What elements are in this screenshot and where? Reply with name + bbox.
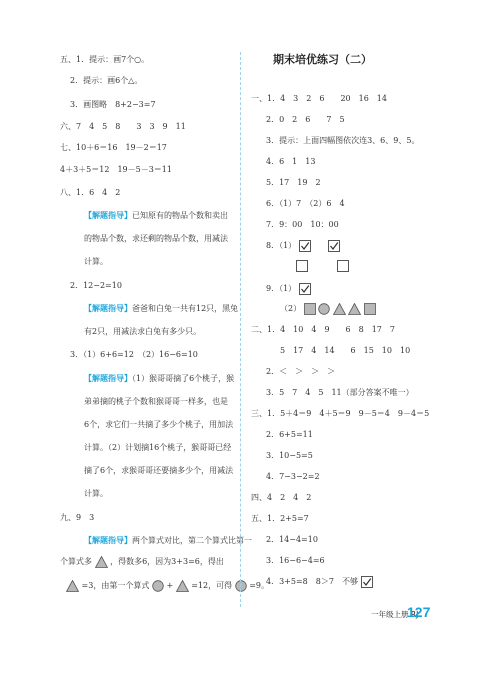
right-line-3: 3．提示：上面四幅图依次连3、6、9、5。 [266,136,420,145]
checked-box-icon [299,283,311,295]
right-line-6: 6．（1）7 （2）6 4 [266,199,345,208]
left-line-5: 七、10＋6＝16 19－2＝17 [60,143,167,152]
gray-circle-icon [318,303,330,315]
text-segment: 8．（1） [266,241,297,250]
left-line-3: 3．画图略 8+2−3=7 [70,100,156,109]
left-line-23 [60,556,224,568]
hint-text: 爸爸和白兔一共有12只，黑兔 [132,304,239,313]
hint-tag: 【解题指导】 [84,210,132,220]
gray-triangle-icon [348,303,361,315]
right-line-4: 4．6 1 13 [266,157,316,166]
left-line-10: 计算。 [84,257,108,266]
right-line-21: 2．14−4=10 [266,535,318,544]
right-line-10 [280,303,376,315]
hint-paragraph-1 [84,210,228,221]
right-line-14: 3．5 7 4 5 11（部分答案不唯一） [266,388,414,397]
right-line-1: 一、1．4 3 2 6 20 16 14 [251,94,387,103]
left-line-18: 计算。（2）计划摘16个桃子，猴哥哥已经 [84,443,232,452]
hint-text: 已知原有的物品个数和卖出 [132,211,228,220]
text-segment: 9．（1） [266,284,297,293]
right-line-13: 2．＜ ＞ ＞ ＞ [266,367,336,376]
hint-tag: 【解题指导】 [84,373,132,383]
left-line-4: 六、7 4 5 8 3 3 9 11 [60,122,186,131]
empty-box-icon [337,260,349,272]
left-line-6: 4＋3＋5＝12 19－5－3＝11 [60,165,172,174]
left-line-9: 的物品个数，求还剩的物品个数，用减法 [84,234,228,243]
text-segment: 4．3+5=8 8＞7 不够 [266,577,358,586]
right-line-2: 2．0 2 6 7 5 [266,115,345,124]
text-segment: =12，可得 [191,581,233,590]
left-line-7: 八、1．6 4 2 [60,188,121,197]
text-segment: =3，由第一个算式 [81,581,150,590]
left-line-13: 有2只，用减法求白兔有多少只。 [84,327,202,336]
right-line-11: 二、1．4 10 4 9 6 8 17 7 [251,325,395,334]
right-line-17: 3．10−5=5 [266,451,313,460]
right-line-15: 三、1．5＋4＝9 4＋5＝9 9－5＝4 9－4＝5 [251,409,430,418]
gray-triangle-icon [66,580,79,592]
left-line-19: 摘了6个，求猴哥哥还要摘多少个，用减法 [84,466,234,475]
left-line-2: 2．提示：画6个△。 [70,76,143,85]
text-segment: ，得数多6，因为3+3=6，得出 [110,557,224,566]
left-line-17: 6个，求它们一共摘了多少个桃子，用加法 [84,420,234,429]
gray-triangle-icon [176,580,189,592]
page-title: 期末培优练习（二） [273,53,372,66]
page-number: 127 [407,604,431,620]
left-line-24 [66,580,269,592]
left-line-14: 3．（1）6+6=12 （2）16−6=10 [70,350,198,359]
right-line-20: 五、1．2+5=7 [251,514,309,523]
hint-text: （1）猴哥哥摘了6个桃子，猴 [132,374,235,383]
column-divider [240,52,241,607]
hint-paragraph-2 [84,303,238,314]
right-line-23 [266,576,373,588]
empty-box-icon [296,260,308,272]
right-line-8 [266,240,340,252]
checked-box-icon [361,576,373,588]
gray-square-icon [364,303,376,315]
gray-square-icon [304,303,316,315]
right-line-18: 4．7−3−2=2 [266,472,320,481]
left-line-1: 五、1．提示：画7个○。 [60,55,150,64]
text-segment: 个算式多 [60,557,92,566]
right-line-12: 5 17 4 14 6 15 10 10 [280,346,411,355]
gray-triangle-icon [333,303,346,315]
right-line-5: 5．17 19 2 [266,178,321,187]
hint-paragraph-4 [84,535,252,546]
gray-circle-icon [152,580,164,592]
right-line-19: 四、4 2 4 2 [251,493,312,502]
left-line-16: 弟弟摘的桃子个数和猴哥哥一样多，也是 [84,397,228,406]
text-segment: （2） [280,304,302,313]
left-line-21: 九、9 3 [60,513,95,522]
text-segment: + [166,581,174,590]
hint-tag: 【解题指导】 [84,303,132,313]
right-line-22: 3．16−6−4=6 [266,556,325,565]
hint-text: 两个算式对比，第二个算式比第一 [132,536,252,545]
left-line-11: 2．12−2=10 [70,281,122,290]
checked-box-icon [328,240,340,252]
text-segment: =9。 [249,581,270,590]
checked-box-icon [299,240,311,252]
footer-label: 一年级上册 RJ [371,610,419,619]
right-line-7: 7．9：00 10：00 [266,220,339,229]
right-line-9 [266,283,311,295]
hint-paragraph-3 [84,373,234,384]
gray-triangle-icon [95,556,108,568]
hint-tag: 【解题指导】 [84,535,132,545]
right-line-16: 2．6+5=11 [266,430,313,439]
left-line-20: 计算。 [84,489,108,498]
